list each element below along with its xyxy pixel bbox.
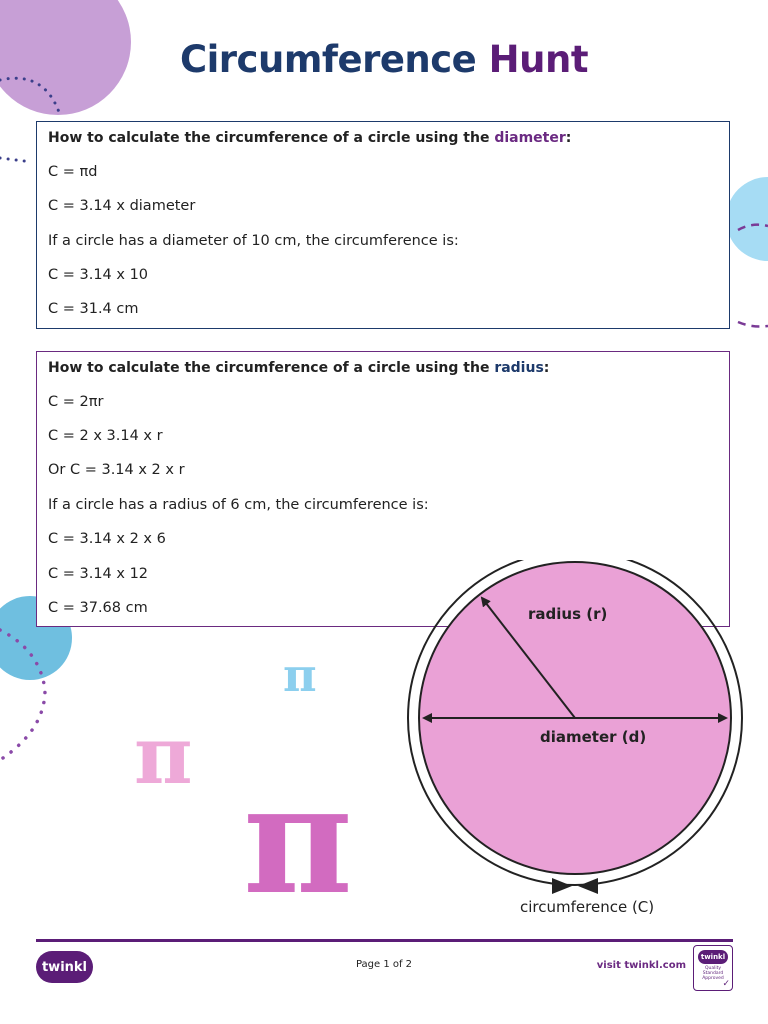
twinkl-logo-text: twinkl: [41, 959, 88, 975]
heading-text: How to calculate the circumference of a circle using the: [48, 360, 495, 376]
checkmark-icon: ✓: [722, 979, 730, 989]
badge-logo-text: twinkl: [700, 953, 726, 961]
circumference-label: circumference (C): [520, 898, 655, 916]
formula-line: Or C = 3.14 x 2 x r: [48, 462, 185, 478]
heading-keyword-radius: radius: [494, 360, 544, 376]
title-word-circumference: Circumference: [179, 38, 477, 81]
circumference-arrow-right: [578, 878, 598, 894]
formula-line: C = 3.14 x 2 x 6: [48, 531, 166, 547]
heading-colon: :: [565, 130, 572, 146]
circumference-arrow-left: [552, 878, 572, 894]
diameter-method-box: [36, 121, 730, 329]
formula-line: C = 2 x 3.14 x r: [48, 428, 163, 444]
light-blue-circle-decoration: [726, 177, 768, 261]
formula-line: C = πd: [48, 164, 98, 180]
heading-text: How to calculate the circumference of a circle using the: [48, 130, 495, 146]
example-line: If a circle has a diameter of 10 cm, the circumference is:: [48, 233, 459, 249]
result-line: C = 37.68 cm: [48, 600, 148, 616]
badge-logo: [698, 950, 728, 964]
visit-twinkl-link[interactable]: visit twinkl.com: [596, 960, 686, 971]
pi-symbol-small-blue: π: [283, 648, 317, 702]
circle-diagram: [400, 560, 750, 930]
radius-box-heading: [48, 360, 549, 376]
badge-text: Quality Standard Approved: [702, 966, 724, 981]
quality-badge: [693, 945, 733, 991]
heading-colon: :: [543, 360, 550, 376]
pi-symbol-large-pink: π: [243, 752, 353, 928]
diameter-box-heading: [48, 130, 571, 146]
formula-line: C = 3.14 x 12: [48, 566, 149, 582]
pi-symbol-medium-pink: π: [134, 708, 193, 802]
formula-line: C = 3.14 x 10: [48, 267, 149, 283]
page-number: Page 1 of 2: [355, 959, 413, 970]
formula-line: C = 2πr: [48, 394, 104, 410]
example-line: If a circle has a radius of 6 cm, the circumference is:: [48, 497, 429, 513]
title-word-hunt: Hunt: [488, 38, 589, 81]
page-title: [0, 38, 768, 81]
dashed-curve-decoration: [738, 322, 768, 327]
radius-label: radius (r): [528, 605, 608, 623]
diameter-label: diameter (d): [540, 728, 647, 746]
result-line: C = 31.4 cm: [48, 301, 139, 317]
dotted-arc-decoration: [0, 158, 32, 162]
footer-divider: [36, 939, 733, 942]
formula-line: C = 3.14 x diameter: [48, 198, 196, 214]
heading-keyword-diameter: diameter: [494, 130, 566, 146]
